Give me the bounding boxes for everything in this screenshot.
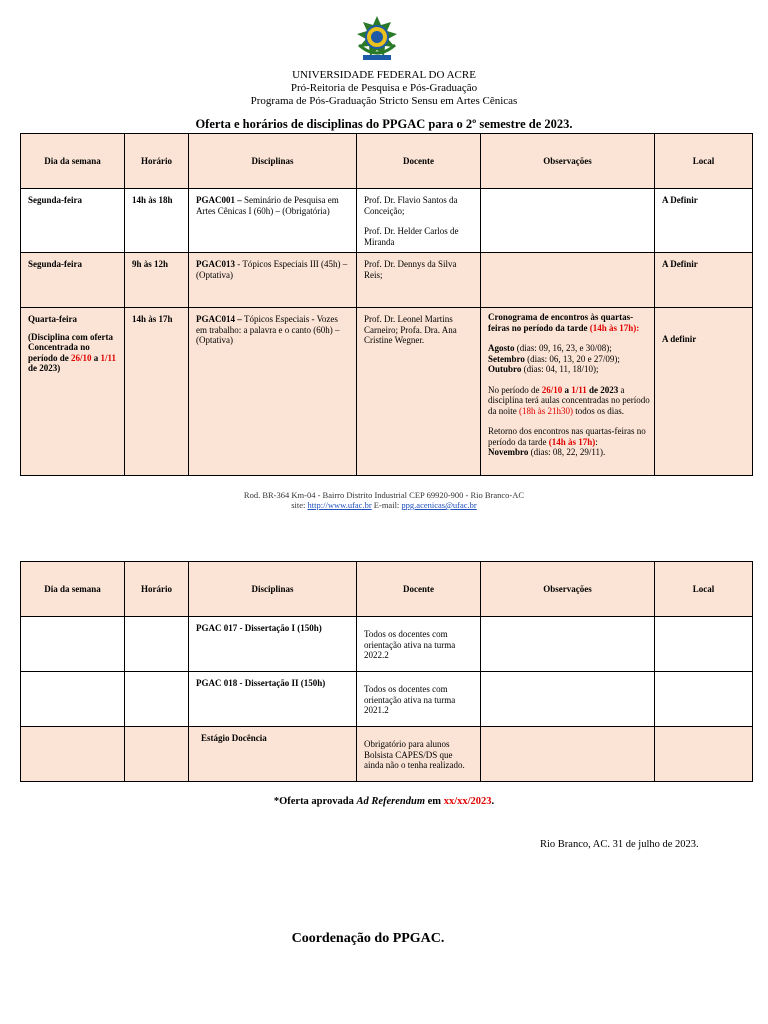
col-header-docente: Docente: [357, 134, 481, 189]
dia-note: (Disciplina com oferta Concentrada no período de 26/10 a 1/11 de 2023): [28, 331, 117, 373]
docente-name: Prof. Dr. Helder Carlos de Miranda: [364, 226, 459, 247]
col-header-observacoes: Observações: [481, 562, 655, 617]
dia-label: Quarta-feira: [28, 314, 77, 324]
docente-cell: Prof. Dr. Dennys da Silva Reis;: [364, 259, 457, 280]
horario-cell: 14h às 17h: [132, 314, 173, 324]
col-header-dia: Dia da semana: [21, 562, 125, 617]
docente-cell: [357, 189, 480, 247]
schedule-table: [20, 133, 753, 476]
col-header-disciplinas: Disciplinas: [189, 562, 357, 617]
disciplina-cell: PGAC 017 - Dissertação I (150h): [196, 623, 322, 633]
disciplina-cell: Estágio Docência: [201, 733, 267, 743]
university-name: UNIVERSIDADE FEDERAL DO ACRE: [292, 69, 476, 81]
disciplina-code: PGAC001 –: [196, 195, 244, 205]
table-row: [21, 672, 753, 727]
col-header-horario: Horário: [125, 562, 189, 617]
col-header-docente: Docente: [357, 562, 481, 617]
email-link[interactable]: ppg.acenicas@ufac.br: [401, 500, 477, 510]
contact-line: site: http://www.ufac.br E-mail: ppg.acenicas@ufac.br: [291, 500, 477, 510]
site-link[interactable]: http://www.ufac.br: [307, 500, 372, 510]
disciplina-name: Seminário de Pesquisa em Artes Cênicas I (60h) – (Obrigatória): [196, 195, 339, 216]
disciplina-cell: PGAC 018 - Dissertação II (150h): [196, 678, 326, 688]
local-cell: A Definir: [662, 259, 698, 269]
observacoes-cell: Cronograma de encontros às quartas-feiras no período da tarde (14h às 17h): Agosto (dias: 09, 16, 23, e 30/08); Setembro (dias: 06, 13, 20 e 27/09); Outubro (dias: 04, 11, 18/10); No período de 26/10 a 1/11 de 2023 a disciplina terá aulas concentradas no período da noite (18h às 21h30) todos os dias. Retorno dos encontros nas quartas-feiras no período da tarde (14h às 17h): Novembro (dias: 08, 22, 29/11).: [488, 312, 650, 457]
program-name: Programa de Pós-Graduação Stricto Sensu em Artes Cênicas: [250, 95, 518, 107]
docente-name: Prof. Dr. Flavio Santos da Conceição;: [364, 195, 458, 216]
col-header-dia: Dia da semana: [21, 134, 125, 189]
col-header-disciplinas: Disciplinas: [189, 134, 357, 189]
docente-cell: Obrigatório para alunos Bolsista CAPES/DS que ainda não o tenha realizado.: [364, 739, 465, 770]
disciplina-name: - Tópicos Especiais III (45h) – (Optativa): [196, 259, 348, 280]
horario-cell: 9h às 12h: [132, 259, 169, 269]
table-row: [21, 253, 753, 308]
signature-line: Coordenação do PPGAC.: [291, 931, 445, 946]
brasao-emblem: [351, 15, 403, 65]
disciplina-code: PGAC014 –: [196, 314, 244, 324]
table-row: [21, 189, 753, 253]
docente-cell: Prof. Dr. Leonel Martins Carneiro; Profa. Dra. Ana Cristine Wegner.: [364, 314, 457, 345]
disciplina-cell: [189, 253, 356, 280]
dissertation-table: [20, 561, 753, 782]
disciplina-name: Tópicos Especiais - Vozes em trabalho: a palavra e o canto (60h) – (Optativa): [196, 314, 340, 345]
address-line: Rod. BR-364 Km-04 - Bairro Distrito Industrial CEP 69920-900 - Rio Branco-AC: [243, 490, 525, 500]
dia-cell: Segunda-feira: [28, 259, 82, 269]
disciplina-cell: [189, 308, 356, 346]
docente-cell: Todos os docentes com orientação ativa na turma 2022.2: [364, 629, 456, 660]
table-row: [21, 617, 753, 672]
local-cell: A Definir: [662, 195, 698, 205]
pro-reitoria: Pró-Reitoria de Pesquisa e Pós-Graduação: [290, 82, 478, 94]
col-header-local: Local: [655, 134, 753, 189]
approval-note: *Oferta aprovada Ad Referendum em xx/xx/2023.: [273, 796, 495, 807]
col-header-observacoes: Observações: [481, 134, 655, 189]
page-title: Oferta e horários de disciplinas do PPGAC para o 2º semestre de 2023.: [195, 117, 573, 131]
dia-cell: [21, 308, 124, 374]
place-date: Rio Branco, AC. 31 de julho de 2023.: [540, 839, 699, 850]
table-row: [21, 727, 753, 782]
docente-cell: Todos os docentes com orientação ativa na turma 2021.2: [364, 684, 456, 715]
table-row: [21, 308, 753, 476]
disciplina-code: PGAC013: [196, 259, 235, 269]
local-cell: A definir: [662, 334, 697, 344]
disciplina-cell: [189, 189, 356, 216]
col-header-horario: Horário: [125, 134, 189, 189]
col-header-local: Local: [655, 562, 753, 617]
horario-cell: 14h às 18h: [132, 195, 173, 205]
dia-cell: Segunda-feira: [28, 195, 82, 205]
